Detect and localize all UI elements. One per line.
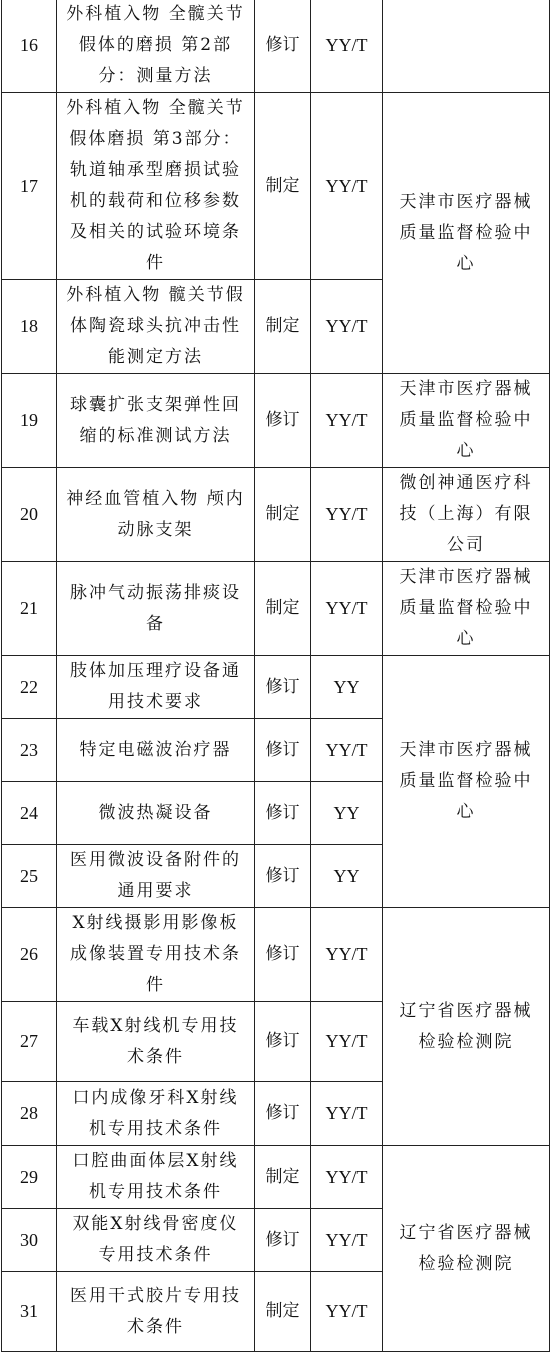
table-row (2, 1146, 550, 1209)
project-type: 制定 (255, 1146, 311, 1209)
standard-category: YY/T (311, 1209, 383, 1272)
project-name: 特定电磁波治疗器 (57, 719, 255, 782)
standard-category: YY/T (311, 719, 383, 782)
project-type: 制定 (255, 562, 311, 656)
project-name: 球囊扩张支架弹性回缩的标准测试方法 (57, 374, 255, 468)
row-number: 19 (2, 374, 57, 468)
project-type: 修订 (255, 656, 311, 719)
project-type: 修订 (255, 0, 311, 93)
row-number: 18 (2, 280, 57, 374)
project-name: 外科植入物 全髋关节假体的磨损 第2部分：测量方法 (57, 0, 255, 93)
project-type: 修订 (255, 782, 311, 845)
standard-category: YY/T (311, 0, 383, 93)
project-type: 修订 (255, 719, 311, 782)
table-row (2, 374, 550, 468)
project-type: 制定 (255, 468, 311, 562)
table-row (2, 468, 550, 562)
standard-category: YY/T (311, 1272, 383, 1352)
standard-category: YY (311, 656, 383, 719)
standard-category: YY/T (311, 1082, 383, 1146)
row-number: 17 (2, 93, 57, 280)
row-number: 27 (2, 1002, 57, 1082)
project-name: 肢体加压理疗设备通用技术要求 (57, 656, 255, 719)
row-number: 31 (2, 1272, 57, 1352)
project-type: 制定 (255, 93, 311, 280)
drafting-organization: 天津市医疗器械质量监督检验中心 (383, 93, 550, 374)
project-type: 制定 (255, 280, 311, 374)
project-type: 修订 (255, 1082, 311, 1146)
table-row (2, 0, 550, 93)
project-name: 外科植入物 全髋关节假体磨损 第3部分：轨道轴承型磨损试验机的载荷和位移参数及相关的试验环境条件 (57, 93, 255, 280)
table-row (2, 562, 550, 656)
drafting-organization: 辽宁省医疗器械检验检测院 (383, 908, 550, 1146)
standard-category: YY/T (311, 280, 383, 374)
row-number: 28 (2, 1082, 57, 1146)
project-name: 外科植入物 髋关节假体陶瓷球头抗冲击性能测定方法 (57, 280, 255, 374)
table-row (2, 908, 550, 1002)
drafting-organization (383, 0, 550, 93)
standard-category: YY/T (311, 908, 383, 1002)
row-number: 16 (2, 0, 57, 93)
drafting-organization: 微创神通医疗科技（上海）有限公司 (383, 468, 550, 562)
project-name: 双能X射线骨密度仪专用技术条件 (57, 1209, 255, 1272)
standard-category: YY/T (311, 468, 383, 562)
project-name: 医用微波设备附件的通用要求 (57, 845, 255, 908)
row-number: 25 (2, 845, 57, 908)
row-number: 20 (2, 468, 57, 562)
row-number: 22 (2, 656, 57, 719)
drafting-organization: 天津市医疗器械质量监督检验中心 (383, 562, 550, 656)
project-name: 口内成像牙科X射线机专用技术条件 (57, 1082, 255, 1146)
row-number: 29 (2, 1146, 57, 1209)
standard-category: YY (311, 782, 383, 845)
standard-category: YY/T (311, 562, 383, 656)
project-name: 车载X射线机专用技术条件 (57, 1002, 255, 1082)
row-number: 21 (2, 562, 57, 656)
project-type: 修订 (255, 845, 311, 908)
project-type: 修订 (255, 1002, 311, 1082)
standard-category: YY/T (311, 374, 383, 468)
row-number: 26 (2, 908, 57, 1002)
row-number: 30 (2, 1209, 57, 1272)
project-name: 微波热凝设备 (57, 782, 255, 845)
project-type: 修订 (255, 908, 311, 1002)
standard-category: YY/T (311, 93, 383, 280)
project-name: X射线摄影用影像板成像装置专用技术条件 (57, 908, 255, 1002)
drafting-organization: 辽宁省医疗器械检验检测院 (383, 1146, 550, 1352)
standard-category: YY (311, 845, 383, 908)
table-row (2, 656, 550, 719)
project-name: 神经血管植入物 颅内动脉支架 (57, 468, 255, 562)
row-number: 23 (2, 719, 57, 782)
project-name: 医用干式胶片专用技术条件 (57, 1272, 255, 1352)
table-row (2, 93, 550, 280)
drafting-organization: 天津市医疗器械质量监督检验中心 (383, 656, 550, 908)
project-type: 制定 (255, 1272, 311, 1352)
row-number: 24 (2, 782, 57, 845)
project-type: 修订 (255, 1209, 311, 1272)
project-name: 口腔曲面体层X射线机专用技术条件 (57, 1146, 255, 1209)
standard-category: YY/T (311, 1002, 383, 1082)
project-name: 脉冲气动振荡排痰设备 (57, 562, 255, 656)
standard-category: YY/T (311, 1146, 383, 1209)
standards-table (1, 0, 550, 1352)
project-type: 修订 (255, 374, 311, 468)
drafting-organization: 天津市医疗器械质量监督检验中心 (383, 374, 550, 468)
